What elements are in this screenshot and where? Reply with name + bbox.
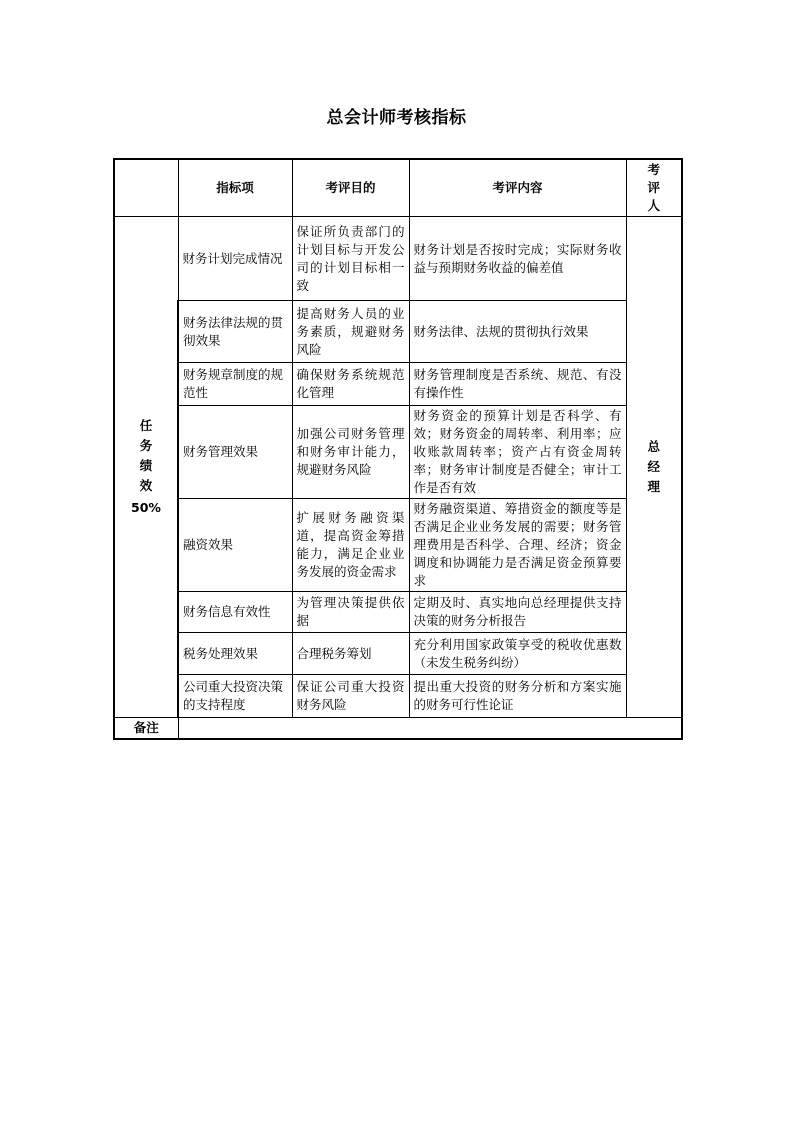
table-row [114,217,682,301]
remark-value [178,718,682,740]
item-cell: 公司重大投资决策的支持程度 [178,675,292,718]
header-blank [114,159,178,217]
remark-label: 备注 [114,718,178,740]
purpose-cell: 确保财务系统规范化管理 [292,363,409,406]
purpose-cell: 合理税务筹划 [292,633,409,675]
item-cell: 财务信息有效性 [178,592,292,633]
purpose-cell: 扩展财务融资渠道，提高资金筹措能力，满足企业业务发展的资金需求 [292,499,409,592]
table-row [114,406,682,499]
purpose-cell: 保证公司重大投资财务风险 [292,675,409,718]
content-cell: 财务计划是否按时完成；实际财务收益与预期财务收益的偏差值 [409,217,626,301]
table-row [114,633,682,675]
purpose-cell: 为管理决策提供依据 [292,592,409,633]
evaluator-cell [626,217,682,718]
header-evaluator [626,159,682,217]
table-row [114,499,682,592]
table-row [114,301,682,363]
evaluation-table [113,158,683,740]
page-title: 总会计师考核指标 [326,108,467,128]
category-cell [114,217,178,718]
table-row [114,675,682,718]
header-evaluator-text: 考评人 [647,162,660,213]
content-cell: 财务法律、法规的贯彻执行效果 [409,301,626,363]
category-weight: 50% [131,500,161,515]
item-cell: 财务规章制度的规范性 [178,363,292,406]
content-cell: 提出重大投资的财务分析和方案实施的财务可行性论证 [409,675,626,718]
header-content: 考评内容 [409,159,626,217]
purpose-cell: 提高财务人员的业务素质，规避财务风险 [292,301,409,363]
item-cell: 融资效果 [178,499,292,592]
content-cell: 定期及时、真实地向总经理提供支持决策的财务分析报告 [409,592,626,633]
header-row [114,159,682,217]
content-cell: 财务资金的预算计划是否科学、有效；财务资金的周转率、利用率；应收账款周转率；资产占有资金周转率；财务审计制度是否健全；审计工作是否有效 [409,406,626,499]
item-cell: 财务法律法规的贯彻效果 [178,301,292,363]
content-cell: 财务管理制度是否系统、规范、有没有操作性 [409,363,626,406]
item-cell: 税务处理效果 [178,633,292,675]
category-label: 任务绩效 [139,418,153,493]
evaluator-value: 总经理 [647,439,660,494]
purpose-cell: 加强公司财务管理和财务审计能力，规避财务风险 [292,406,409,499]
table-row [114,363,682,406]
purpose-cell: 保证所负责部门的计划目标与开发公司的计划目标相一致 [292,217,409,301]
header-item: 指标项 [178,159,292,217]
content-cell: 充分利用国家政策享受的税收优惠数（未发生税务纠纷） [409,633,626,675]
header-purpose: 考评目的 [292,159,409,217]
content-cell: 财务融资渠道、筹措资金的额度等是否满足企业业务发展的需要；财务管理费用是否科学、合理、经济；资金调度和协调能力是否满足资金预算要求 [409,499,626,592]
item-cell: 财务管理效果 [178,406,292,499]
remark-row [114,718,682,740]
item-cell: 财务计划完成情况 [178,217,292,301]
table-row [114,592,682,633]
